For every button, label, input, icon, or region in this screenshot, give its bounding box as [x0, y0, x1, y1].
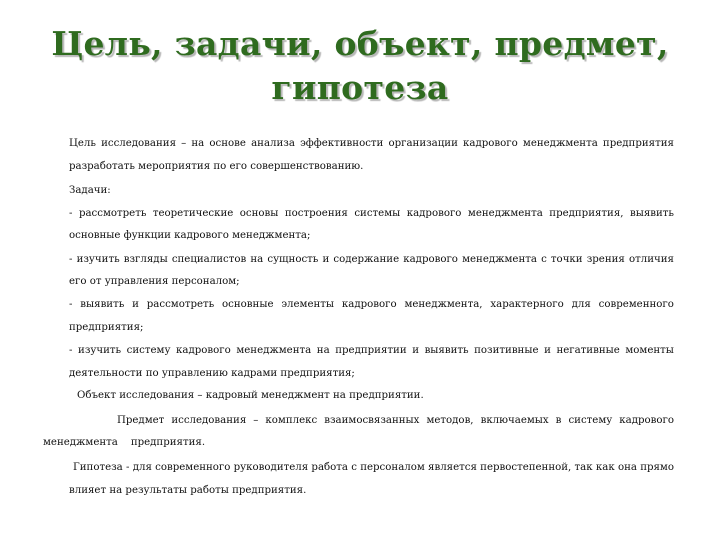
word: –: [181, 138, 187, 149]
word: эффективности: [300, 138, 384, 149]
word: современного: [155, 462, 231, 473]
word: и: [322, 254, 330, 265]
word: -: [126, 462, 130, 473]
word: зрения: [586, 254, 625, 265]
word: для: [132, 462, 152, 473]
word: кадрового: [463, 138, 518, 149]
word: менеджмента: [462, 254, 537, 265]
word: и: [132, 299, 139, 310]
task-1-line-1-text: [69, 208, 674, 219]
word: анализа: [251, 138, 295, 149]
word: рассмотреть: [78, 208, 147, 219]
word: комплекс: [265, 415, 318, 426]
word: исследования: [101, 138, 177, 149]
word: как: [595, 462, 615, 473]
goal-line-1: [69, 138, 674, 149]
tasks-label: Задачи:: [69, 185, 111, 196]
slide-title-line-1: Цель, задачи, объект, предмет,: [51, 24, 669, 63]
word: -: [69, 345, 73, 356]
task-1-line-2: основные функции кадрового менеджмента;: [69, 230, 311, 241]
word: Цель: [69, 138, 96, 149]
word: основные: [222, 299, 274, 310]
word: изучить: [76, 254, 120, 265]
word: персоналом: [360, 462, 425, 473]
word: кадрового: [403, 254, 458, 265]
word: для: [571, 299, 591, 310]
hypothesis-line-1: [73, 462, 674, 473]
word: и: [412, 345, 419, 356]
word: с: [351, 462, 357, 473]
word: взгляды: [123, 254, 168, 265]
subject-line-2: менеджмента предприятия.: [43, 437, 206, 448]
word: руководителя: [233, 462, 309, 473]
word: элементы: [281, 299, 335, 310]
word: так: [574, 462, 593, 473]
task-2-line-2: его от управления персоналом;: [69, 276, 240, 287]
word: является: [428, 462, 477, 473]
word: и: [544, 345, 551, 356]
word: кадрового: [619, 415, 674, 426]
word: современного: [598, 299, 674, 310]
object-line: Объект исследования – кадровый менеджмент на предприятии.: [77, 390, 424, 401]
task-1-line-1: [69, 208, 674, 219]
word: -: [69, 299, 73, 310]
word: на: [250, 254, 264, 265]
word: менеджмента,: [404, 299, 483, 310]
word: выявить: [80, 299, 125, 310]
word: менеджмента: [467, 208, 543, 219]
word: специалистов: [171, 254, 247, 265]
word: сущность: [267, 254, 319, 265]
word: Предмет: [117, 415, 165, 426]
word: систему: [126, 345, 171, 356]
word: содержание: [333, 254, 400, 265]
slide-title-line-2: гипотеза: [271, 68, 449, 107]
word: организации: [388, 138, 458, 149]
word: кадрового: [406, 208, 462, 219]
word: менеджмента: [522, 138, 598, 149]
word: –: [253, 415, 259, 426]
word: системы: [354, 208, 401, 219]
word: построения: [284, 208, 348, 219]
task-3-line-1-text: [69, 299, 674, 310]
hypothesis-line-1-text: [73, 462, 674, 473]
word: характерного: [490, 299, 564, 310]
word: предприятия: [602, 138, 674, 149]
goal-line-2: разработать мероприятия по его совершенствованию.: [69, 161, 364, 172]
word: Гипотеза: [73, 462, 123, 473]
word: она: [617, 462, 637, 473]
word: прямо: [640, 462, 674, 473]
task-4-line-2: деятельности по управлению кадрами предприятия;: [69, 368, 355, 379]
goal-line-1-text: [69, 138, 674, 149]
task-2-line-1: [69, 254, 674, 265]
word: на: [191, 138, 205, 149]
word: теоретические: [152, 208, 234, 219]
word: предприятии: [335, 345, 407, 356]
task-4-line-1-text: [69, 345, 674, 356]
word: основы: [239, 208, 279, 219]
word: работа: [311, 462, 348, 473]
word: первостепенной,: [480, 462, 572, 473]
word: систему: [568, 415, 613, 426]
word: отличия: [628, 254, 674, 265]
word: в: [555, 415, 562, 426]
word: -: [69, 208, 73, 219]
subject-line-1-text: [117, 415, 674, 426]
word: -: [69, 254, 73, 265]
word: кадрового: [176, 345, 231, 356]
word: негативные: [556, 345, 620, 356]
word: точки: [550, 254, 583, 265]
word: выявить: [630, 208, 674, 219]
task-2-line-1-text: [69, 254, 674, 265]
word: исследования: [171, 415, 247, 426]
word: выявить: [424, 345, 469, 356]
word: позитивные: [474, 345, 539, 356]
word: основе: [209, 138, 246, 149]
word: методов,: [426, 415, 474, 426]
task-4-line-1: [69, 345, 674, 356]
word: включаемых: [480, 415, 549, 426]
word: на: [316, 345, 330, 356]
word: кадрового: [341, 299, 397, 310]
word: взаимосвязанных: [324, 415, 420, 426]
word: менеджмента: [236, 345, 312, 356]
word: рассмотреть: [146, 299, 215, 310]
word: с: [541, 254, 547, 265]
hypothesis-line-2: влияет на результаты работы предприятия.: [69, 485, 307, 496]
word: предприятия,: [549, 208, 624, 219]
task-3-line-2: предприятия;: [69, 322, 144, 333]
word: моменты: [625, 345, 674, 356]
task-3-line-1: [69, 299, 674, 310]
subject-line-1: [117, 415, 674, 426]
word: изучить: [78, 345, 122, 356]
